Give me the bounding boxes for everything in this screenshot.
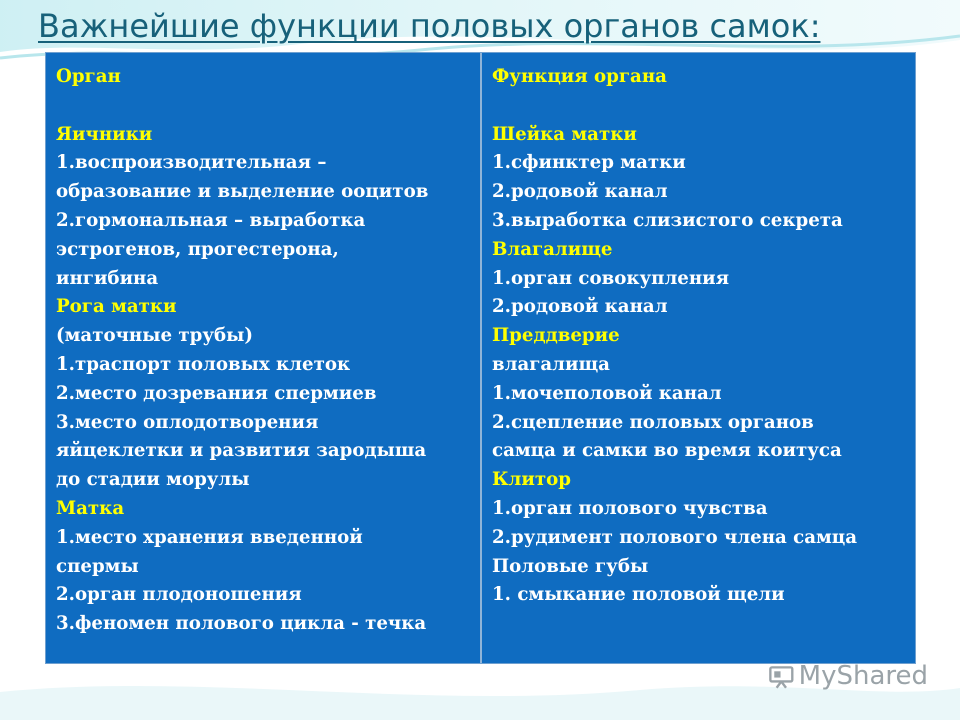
table-line: 2.место дозревания спермиев <box>56 382 377 404</box>
table-line: до стадии морулы <box>56 469 250 491</box>
table-line: 3.выработка слизистого секрета <box>492 209 843 231</box>
table-line: образование и выделение ооцитов <box>56 181 429 203</box>
watermark-text: MyShared <box>798 661 928 691</box>
table-line: 3.место оплодотворения <box>56 411 319 433</box>
function-column <box>482 53 915 663</box>
table-line: 1.воспроизводительная – <box>56 152 327 174</box>
table-line: яйцеклетки и развития зародыша <box>56 440 427 462</box>
table-line: ингибина <box>56 267 159 289</box>
organ-column <box>46 53 482 663</box>
table-line: 1.траспорт половых клеток <box>56 353 351 375</box>
spacer-line <box>492 92 905 121</box>
table-line: 3.феномен полового цикла - течка <box>56 613 427 635</box>
page-title: Важнейшие функции половых органов самок: <box>38 7 821 45</box>
table-line: эстрогенов, прогестерона, <box>56 238 339 260</box>
table-line: 1.мочеполовой канал <box>492 382 722 404</box>
section-heading: Влагалище <box>492 238 613 260</box>
section-heading: Шейка матки <box>492 123 637 145</box>
table-line: Половые губы <box>492 555 649 577</box>
section-heading: Рога матки <box>56 296 177 318</box>
table-line: 2.родовой канал <box>492 296 668 318</box>
table-line: спермы <box>56 555 139 577</box>
table-line: (маточные трубы) <box>56 325 253 347</box>
section-heading: Функция органа <box>492 66 667 87</box>
table-line: 2.родовой канал <box>492 181 668 203</box>
section-heading: Орган <box>56 66 121 87</box>
functions-table <box>45 52 916 664</box>
table-line: влагалища <box>492 353 610 375</box>
section-heading: Клитор <box>492 469 571 491</box>
table-line: 1.сфинктер матки <box>492 152 686 174</box>
section-heading: Матка <box>56 497 125 519</box>
table-line: 1.орган совокупления <box>492 267 730 289</box>
table-line: 2.орган плодоношения <box>56 584 302 606</box>
spacer-line <box>56 92 470 121</box>
table-line: 1.орган полового чувства <box>492 497 768 519</box>
table-line: самца и самки во время коитуса <box>492 440 842 462</box>
table-line: 2.сцепление половых органов <box>492 411 814 433</box>
table-line: 1. смыкание половой щели <box>492 584 785 606</box>
table-line: 2.рудимент полового члена самца <box>492 526 858 548</box>
watermark <box>768 656 928 696</box>
table-line: 1.место хранения введенной <box>56 526 363 548</box>
presentation-icon <box>768 659 795 693</box>
section-heading: Яичники <box>56 123 153 145</box>
section-heading: Преддверие <box>492 325 620 347</box>
table-line: 2.гормональная – выработка <box>56 209 366 231</box>
